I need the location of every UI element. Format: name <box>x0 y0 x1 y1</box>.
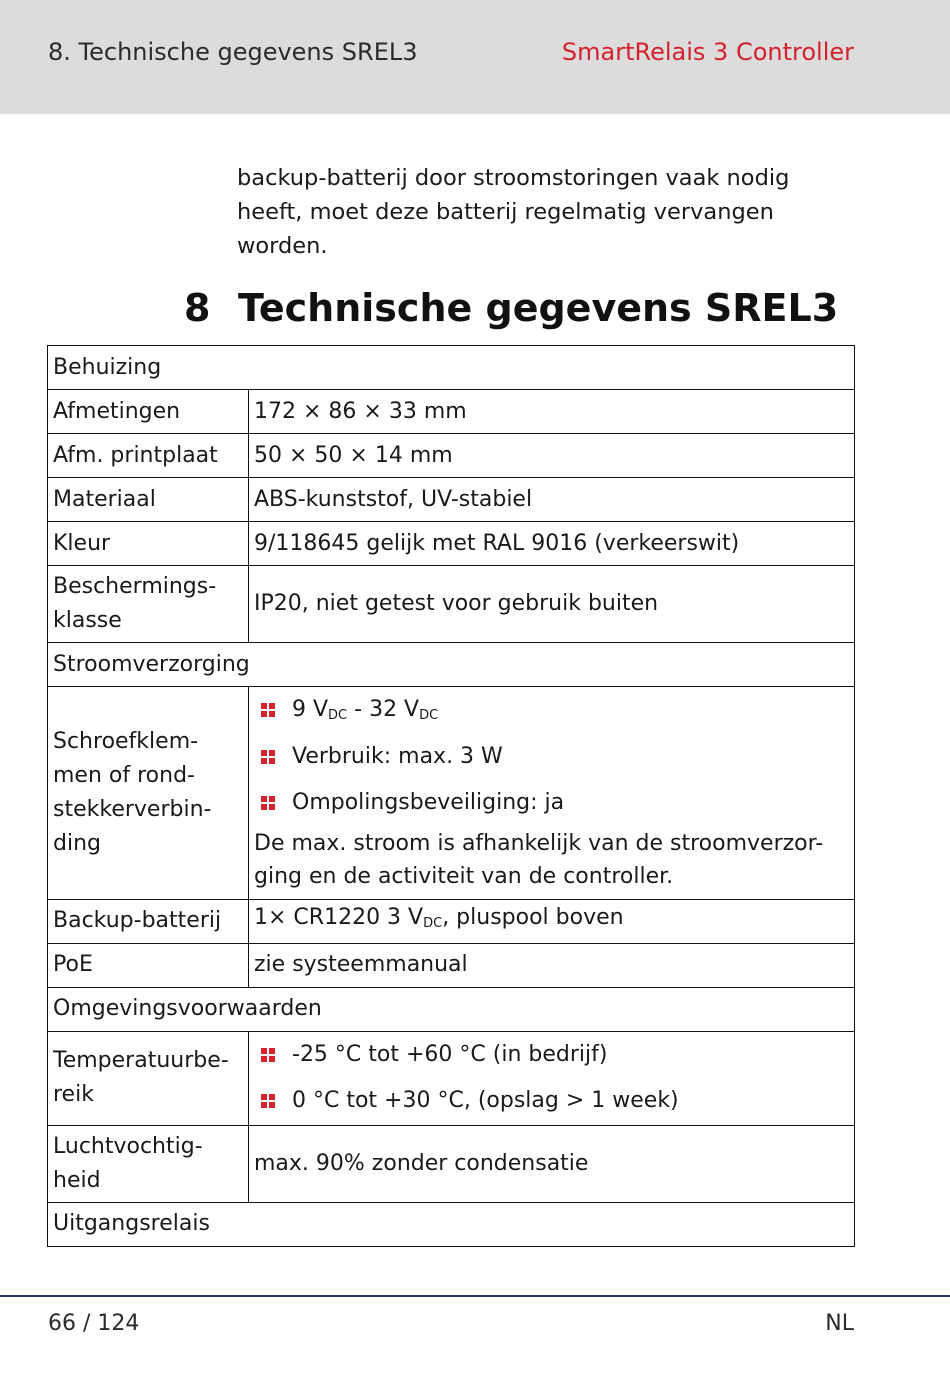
table-row <box>48 346 855 390</box>
label-line: ding <box>53 830 101 856</box>
section-heading <box>184 286 838 330</box>
section-row-relay: Uitgangsrelais <box>48 1202 855 1246</box>
table-row <box>48 434 855 478</box>
row-value: 50 × 50 × 14 mm <box>249 434 855 478</box>
label-line: men of rond- <box>53 762 195 788</box>
storage-temp: 0 °C tot +30 °C, (opslag > 1 week) <box>292 1088 679 1113</box>
section-row-environment: Omgevingsvoorwaarden <box>48 987 855 1031</box>
table-row <box>48 390 855 434</box>
row-label <box>48 1125 249 1202</box>
table-row <box>48 943 855 987</box>
label-line: Luchtvochtig- <box>53 1133 203 1159</box>
list-item <box>254 734 849 781</box>
red-square-bullet-icon <box>261 1048 275 1062</box>
row-value: zie systeemmanual <box>249 943 855 987</box>
section-row-power: Stroomverzorging <box>48 643 855 687</box>
row-value <box>249 687 855 900</box>
row-label: Materiaal <box>48 478 249 522</box>
label-line: Temperatuurbe- <box>53 1048 229 1073</box>
table-row <box>48 1125 855 1202</box>
polarity-text: Ompolingsbeveiliging: ja <box>292 790 565 815</box>
row-value: 172 × 86 × 33 mm <box>249 390 855 434</box>
header-product-name: SmartRelais 3 Controller <box>561 38 854 66</box>
row-label <box>48 687 249 900</box>
table-row <box>48 1031 855 1125</box>
row-label <box>48 1031 249 1125</box>
bullet-list <box>254 1032 849 1125</box>
table-row <box>48 478 855 522</box>
section-number: 8 <box>184 286 211 330</box>
red-square-bullet-icon <box>261 796 275 810</box>
footer-divider <box>0 1295 950 1297</box>
row-value: 9/118645 gelijk met RAL 9016 (verkeerswit) <box>249 522 855 566</box>
note-line: De max. stroom is afhankelijk van de stroomverzor- <box>254 830 824 856</box>
label-line: heid <box>53 1167 101 1193</box>
row-label: PoE <box>48 943 249 987</box>
operating-temp: -25 °C tot +60 °C (in bedrijf) <box>292 1041 608 1067</box>
list-item <box>254 1078 849 1125</box>
list-item <box>254 1032 849 1079</box>
bullet-list <box>254 687 849 827</box>
row-value: IP20, niet getest voor gebruik buiten <box>249 566 855 643</box>
label-line: Beschermings- <box>53 574 217 599</box>
label-line: Schroefklem- <box>53 728 199 754</box>
table-row <box>48 566 855 643</box>
table-row <box>48 987 855 1031</box>
intro-paragraph: backup-batterij door stroomstoringen vaak nodig heeft, moet deze batterij regelmatig vervangen worden. <box>237 165 790 259</box>
list-item <box>254 687 849 734</box>
section-title: Technische gegevens SREL3 <box>238 286 839 330</box>
row-label: Kleur <box>48 522 249 566</box>
red-square-bullet-icon <box>261 1094 275 1108</box>
row-value <box>249 1031 855 1125</box>
label-line: klasse <box>53 608 122 633</box>
list-item <box>254 780 849 827</box>
spec-table <box>47 345 855 1247</box>
table-row <box>48 687 855 900</box>
table-row <box>48 899 855 943</box>
label-line: stekkerverbin- <box>53 796 212 822</box>
table-row <box>48 1202 855 1246</box>
row-label: Afmetingen <box>48 390 249 434</box>
section-row-housing: Behuizing <box>48 346 855 390</box>
row-label: Afm. printplaat <box>48 434 249 478</box>
row-label: Backup-batterij <box>48 899 249 943</box>
consumption-text: Verbruik: max. 3 W <box>292 743 503 769</box>
red-square-bullet-icon <box>261 703 275 717</box>
table-row <box>48 643 855 687</box>
page-header <box>0 0 950 114</box>
note-line: ging en de activiteit van de controller. <box>254 863 674 889</box>
row-value: ABS-kunststof, UV-stabiel <box>249 478 855 522</box>
row-value: max. 90% zonder condensatie <box>249 1125 855 1202</box>
label-line: reik <box>53 1082 94 1107</box>
current-note <box>254 827 849 899</box>
row-label <box>48 566 249 643</box>
header-section-title: 8. Technische gegevens SREL3 <box>48 38 418 66</box>
language-code: NL <box>825 1311 854 1336</box>
voltage-range: 9 $V_{DC} - 32$ $V_{DC}$ <box>292 697 439 723</box>
page-number: 66 / 124 <box>48 1311 140 1336</box>
red-square-bullet-icon <box>261 750 275 764</box>
row-value: 1× CR1220 3 $V_{DC}$, pluspool boven <box>249 899 855 943</box>
table-row <box>48 522 855 566</box>
